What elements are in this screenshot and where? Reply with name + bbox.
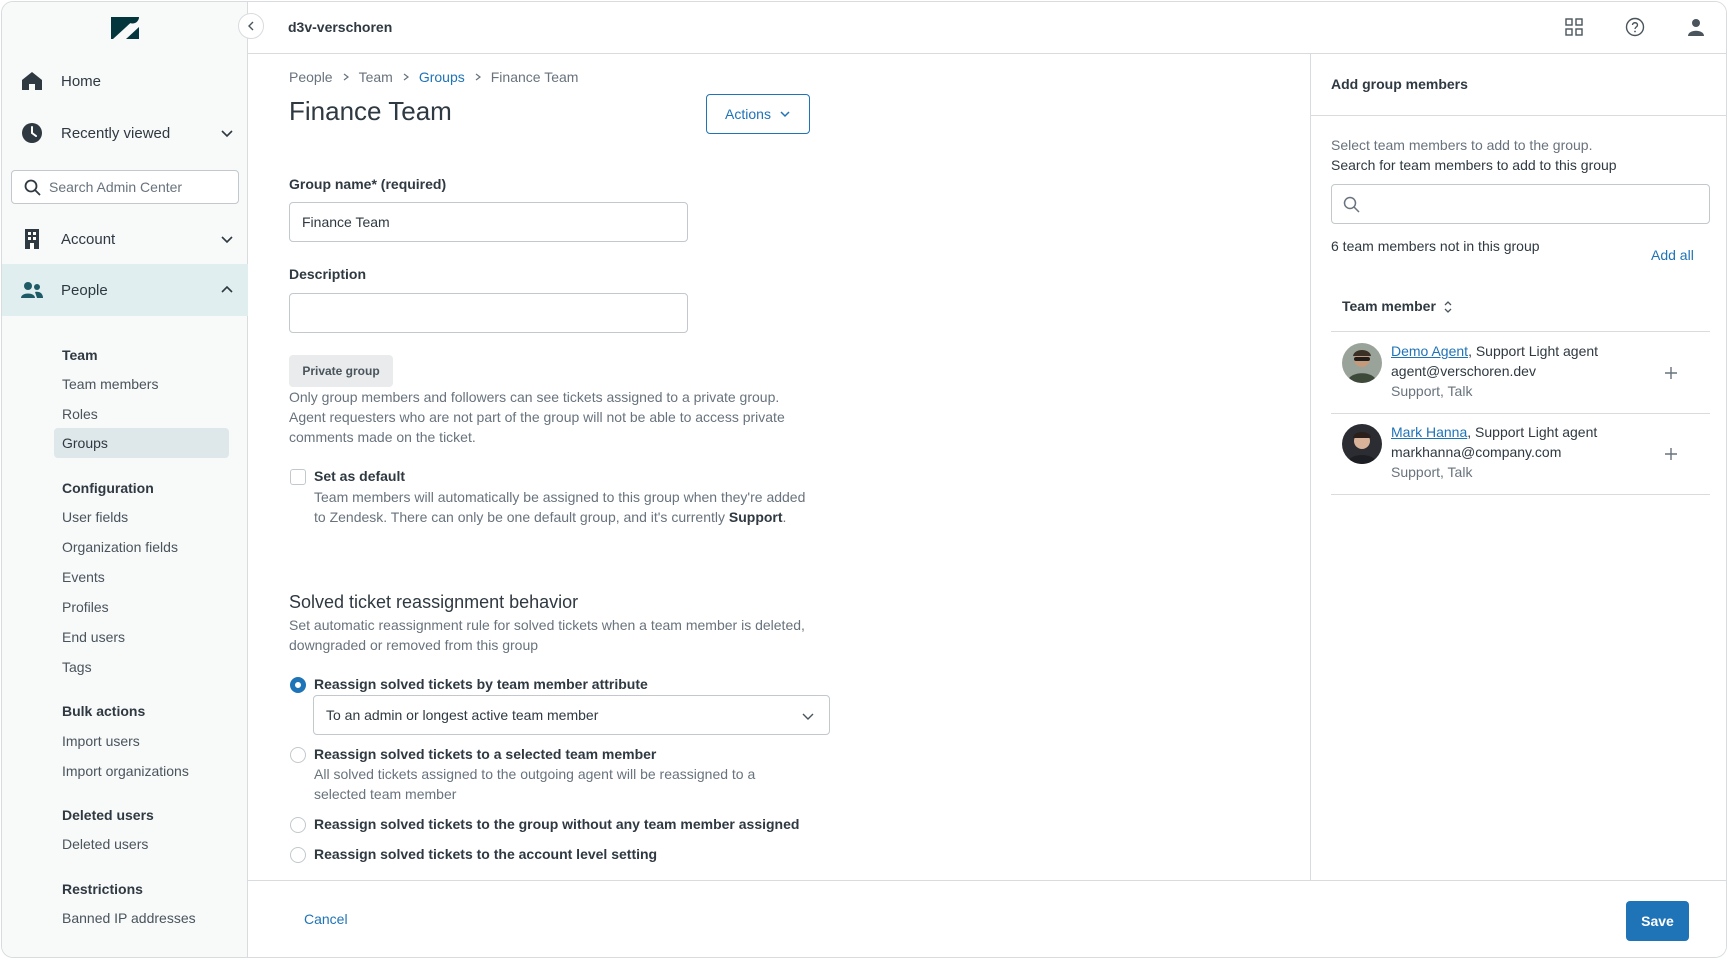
panel-intro: Select team members to add to the group. bbox=[1331, 137, 1593, 153]
reassignment-help-line: Set automatic reassignment rule for solved tickets when a team member is deleted, bbox=[289, 617, 805, 633]
app-window bbox=[1, 1, 1727, 958]
breadcrumb-team[interactable]: Team bbox=[358, 69, 393, 85]
private-group-help-line: comments made on the ticket. bbox=[289, 429, 476, 445]
people-icon bbox=[20, 278, 44, 302]
subnav-item-organization-fields[interactable]: Organization fields bbox=[62, 539, 178, 555]
team-member-column-label: Team member bbox=[1342, 298, 1436, 314]
subnav-item-import-organizations[interactable]: Import organizations bbox=[62, 763, 189, 779]
nav-home[interactable] bbox=[2, 55, 248, 107]
footer bbox=[248, 880, 1727, 958]
reassignment-section-title: Solved ticket reassignment behavior bbox=[289, 592, 579, 612]
main-content bbox=[248, 54, 1310, 880]
breadcrumb-current: Finance Team bbox=[490, 69, 579, 85]
subnav-heading-deleted-users: Deleted users bbox=[62, 807, 154, 823]
collapse-sidebar-button[interactable] bbox=[238, 13, 264, 39]
reassign-selected-member-help bbox=[314, 764, 755, 804]
set-as-default-checkbox[interactable] bbox=[290, 469, 306, 485]
search-icon bbox=[24, 179, 41, 196]
reassign-group-unassigned-label[interactable]: Reassign solved tickets to the group without any team member assigned bbox=[314, 816, 800, 832]
subnav-item-tags[interactable]: Tags bbox=[62, 659, 92, 675]
panel-title: Add group members bbox=[1331, 76, 1468, 92]
reassign-selected-member-help-line: All solved tickets assigned to the outgoing agent will be reassigned to a bbox=[314, 766, 756, 782]
chevron-down-icon bbox=[220, 232, 234, 246]
subnav-heading-bulk-actions: Bulk actions bbox=[62, 703, 146, 719]
breadcrumb-people[interactable]: People bbox=[289, 69, 333, 85]
add-all-button[interactable]: Add all bbox=[1651, 247, 1694, 263]
description-input[interactable] bbox=[289, 293, 688, 333]
sort-icon bbox=[1442, 300, 1454, 314]
add-group-members-panel bbox=[1310, 54, 1727, 880]
nav-home-label: Home bbox=[61, 72, 102, 90]
subnav-item-events[interactable]: Events bbox=[62, 569, 105, 585]
save-button[interactable]: Save bbox=[1626, 901, 1689, 941]
subnav-item-user-fields[interactable]: User fields bbox=[62, 509, 129, 525]
breadcrumb-groups[interactable]: Groups bbox=[418, 69, 465, 85]
breadcrumb bbox=[289, 69, 578, 85]
default-group-name: Support bbox=[728, 509, 783, 525]
subnav-heading-configuration: Configuration bbox=[62, 480, 154, 496]
member-row bbox=[1331, 333, 1710, 414]
private-group-help-line: Agent requesters who are not part of the group will not be able to access private bbox=[289, 409, 785, 425]
actions-button-label: Actions bbox=[725, 106, 771, 122]
member-name-line bbox=[1391, 424, 1597, 440]
subnav-item-end-users[interactable]: End users bbox=[62, 629, 126, 645]
home-icon bbox=[20, 69, 44, 93]
set-as-default-help-text: to Zendesk. There can only be one default group, and it's currently bbox=[314, 509, 729, 525]
description-label: Description bbox=[289, 266, 367, 282]
page-title: Finance Team bbox=[289, 96, 452, 126]
team-member-column-header[interactable] bbox=[1331, 280, 1710, 332]
subnav-item-team-members[interactable]: Team members bbox=[62, 376, 159, 392]
clock-icon bbox=[20, 121, 44, 145]
subnav-item-roles[interactable]: Roles bbox=[62, 406, 98, 422]
nav-recently-viewed[interactable] bbox=[2, 107, 248, 159]
member-role: , Support Light agent bbox=[1467, 424, 1598, 440]
add-member-icon[interactable] bbox=[1664, 447, 1678, 461]
nav-people-label: People bbox=[61, 281, 108, 299]
subnav-item-deleted-users[interactable]: Deleted users bbox=[62, 836, 149, 852]
sidebar bbox=[2, 2, 248, 958]
reassign-group-unassigned-radio[interactable] bbox=[290, 817, 306, 833]
reassign-by-attribute-radio[interactable] bbox=[290, 677, 306, 693]
chevron-down-icon bbox=[801, 709, 815, 723]
chevron-right-icon bbox=[342, 73, 350, 81]
private-group-help-line: Only group members and followers can see tickets assigned to a private group. bbox=[289, 389, 780, 405]
members-count: 6 team members not in this group bbox=[1331, 238, 1540, 254]
subnav-heading-team: Team bbox=[62, 347, 98, 363]
subnav-item-profiles[interactable]: Profiles bbox=[62, 599, 109, 615]
member-products: Support, Talk bbox=[1391, 464, 1473, 480]
reassignment-help-line: downgraded or removed from this group bbox=[289, 637, 539, 653]
zendesk-logo-icon[interactable] bbox=[110, 16, 140, 40]
nav-recently-viewed-label: Recently viewed bbox=[61, 124, 171, 142]
group-name-input[interactable]: Finance Team bbox=[289, 202, 688, 242]
chevron-right-icon bbox=[402, 73, 410, 81]
admin-search-placeholder: Search Admin Center bbox=[49, 179, 183, 195]
actions-dropdown-button[interactable] bbox=[706, 94, 810, 134]
add-member-icon[interactable] bbox=[1664, 366, 1678, 380]
topbar bbox=[248, 2, 1727, 54]
group-name-label: Group name* (required) bbox=[289, 176, 447, 192]
chevron-right-icon bbox=[474, 73, 482, 81]
private-group-help bbox=[289, 387, 785, 447]
set-as-default-label[interactable]: Set as default bbox=[314, 468, 406, 484]
user-profile-icon[interactable] bbox=[1686, 17, 1706, 37]
nav-people[interactable] bbox=[2, 264, 248, 316]
member-role: , Support Light agent bbox=[1468, 343, 1599, 359]
set-as-default-help-line bbox=[314, 507, 805, 527]
private-group-toggle[interactable]: Private group bbox=[289, 355, 393, 387]
subnav-item-import-users[interactable]: Import users bbox=[62, 733, 140, 749]
attribute-select[interactable] bbox=[313, 695, 830, 735]
subdomain-title: d3v-verschoren bbox=[288, 19, 393, 35]
set-as-default-help-line: Team members will automatically be assigned to this group when they're added bbox=[314, 489, 806, 505]
member-name-link[interactable]: Mark Hanna bbox=[1391, 424, 1468, 440]
building-icon bbox=[20, 227, 44, 251]
member-search-input[interactable] bbox=[1331, 184, 1710, 224]
member-name-link[interactable]: Demo Agent bbox=[1391, 343, 1469, 359]
admin-search-input[interactable] bbox=[11, 170, 239, 204]
products-grid-icon[interactable] bbox=[1564, 17, 1584, 37]
chevron-down-icon bbox=[779, 108, 791, 120]
avatar bbox=[1342, 343, 1382, 383]
member-email: agent@verschoren.dev bbox=[1391, 363, 1536, 379]
chevron-up-icon bbox=[220, 283, 234, 297]
reassign-account-setting-radio[interactable] bbox=[290, 847, 306, 863]
member-email: markhanna@company.com bbox=[1391, 444, 1562, 460]
member-name-line bbox=[1391, 343, 1598, 359]
chevron-down-icon bbox=[220, 126, 234, 140]
subnav-heading-restrictions: Restrictions bbox=[62, 881, 143, 897]
chevron-left-icon bbox=[246, 21, 256, 31]
help-icon[interactable] bbox=[1625, 17, 1645, 37]
reassignment-help bbox=[289, 615, 805, 655]
set-as-default-help-period: . bbox=[782, 509, 787, 525]
reassign-selected-member-label[interactable]: Reassign solved tickets to a selected team member bbox=[314, 746, 657, 762]
subnav-item-groups[interactable]: Groups bbox=[62, 435, 108, 451]
reassign-selected-member-radio[interactable] bbox=[290, 747, 306, 763]
attribute-select-value: To an admin or longest active team member bbox=[326, 707, 599, 723]
member-row bbox=[1331, 414, 1710, 495]
cancel-button[interactable]: Cancel bbox=[304, 911, 348, 927]
avatar bbox=[1342, 424, 1382, 464]
nav-account[interactable] bbox=[2, 213, 248, 265]
member-products: Support, Talk bbox=[1391, 383, 1473, 399]
reassign-by-attribute-label[interactable]: Reassign solved tickets by team member attribute bbox=[314, 676, 648, 692]
nav-account-label: Account bbox=[61, 230, 116, 248]
reassign-selected-member-help-line: selected team member bbox=[314, 786, 457, 802]
panel-header bbox=[1311, 54, 1727, 116]
member-search-label: Search for team members to add to this group bbox=[1331, 157, 1617, 173]
reassign-account-setting-label[interactable]: Reassign solved tickets to the account level setting bbox=[314, 846, 658, 862]
subnav-item-banned-ip-addresses[interactable]: Banned IP addresses bbox=[62, 910, 196, 926]
search-icon bbox=[1343, 196, 1360, 213]
set-as-default-help bbox=[314, 487, 805, 527]
